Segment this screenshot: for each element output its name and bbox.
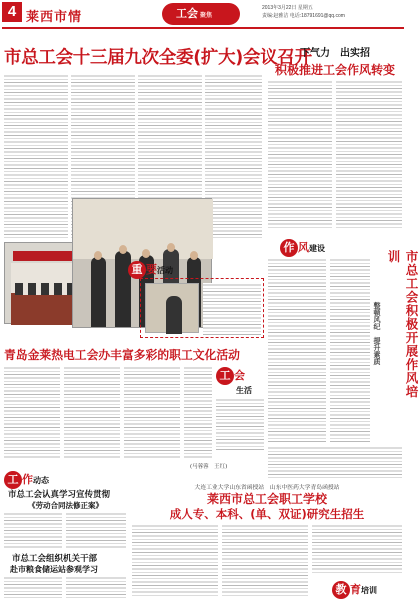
education-footer: [332, 578, 402, 599]
dongtai-item2-body-col1: [4, 576, 62, 598]
zuofeng-label-2: 建设: [309, 244, 325, 253]
dongtai-item1-body-col1: [4, 512, 62, 550]
lead-body-col1: [4, 74, 68, 240]
section-title: 莱西市情: [26, 10, 83, 25]
dongtai-item1-headline: 市总工会认真学习宣传贯彻: [8, 490, 111, 500]
zhongyao-photo-figure: [166, 296, 182, 334]
right-top-headline-1: 下气力 出实招: [300, 48, 370, 59]
dongtai-item2-body-col2: [66, 576, 126, 598]
zuofeng-body-col1: [268, 258, 326, 442]
zuofeng-label-1: 风: [298, 241, 309, 254]
education-top-line: 大连工业大学山东省函授站 山东中医药大学青岛函授站: [194, 485, 340, 491]
zuofeng-vertical-headline: 市总工会积极开展作风培训: [386, 250, 419, 399]
zhongyao-icon: 重: [128, 261, 146, 279]
story2-body-col3: [124, 366, 180, 458]
zhongyao-box-head: [128, 258, 218, 279]
dongtai-header: [4, 468, 124, 489]
dongtai-item1-body-col2: [66, 512, 126, 550]
story2-body-col2: [64, 366, 120, 458]
lead-body-col4: [205, 74, 262, 240]
education-headline-1: 莱西市总工会职工学校: [206, 492, 327, 506]
education-body-col1: [132, 524, 218, 598]
person-head: [119, 245, 127, 254]
logo-text: 工会: [176, 7, 198, 20]
zhongyao-label-1: 要: [146, 263, 157, 276]
zuofeng-vertical-sub: 整顿风纪 提升素质: [373, 302, 381, 365]
dongtai-icon: 工: [4, 471, 22, 489]
zhongyao-photo: [145, 283, 199, 333]
zhongyao-box: [140, 278, 264, 338]
right-mid-body: [268, 446, 402, 480]
dongtai-item2-sub: 赴市粮食储运站参观学习: [10, 565, 98, 574]
gonghui-header: [216, 364, 276, 396]
education-headline-2: 成人专、本科、(单、双证)研究生招生: [169, 507, 365, 521]
education-icon: 教: [332, 581, 350, 599]
story2-headline: 青岛金莱热电工会办丰富多彩的职工文化活动: [4, 348, 240, 362]
logo-sub: 聚焦: [200, 12, 213, 19]
story2-body-col1: [4, 366, 60, 458]
dongtai-label-1: 作: [22, 473, 33, 486]
gonghui-label-1: 会: [234, 369, 245, 382]
story2-author: (马蓉蓉 王红): [190, 464, 228, 470]
dongtai-item2-headline: 市总工会组织机关干部: [12, 554, 98, 564]
person-figure: [91, 257, 106, 327]
zuofeng-icon: 作: [280, 239, 298, 257]
newspaper-logo: [162, 3, 240, 25]
dongtai-label-2: 动态: [33, 476, 49, 485]
education-label-2: 培训: [361, 586, 377, 595]
zuofeng-body-col2: [330, 258, 370, 442]
page-number: 4: [2, 2, 22, 22]
masthead-rule: [2, 27, 404, 29]
right-top-headline-2: 积极推进工会作风转变: [274, 63, 395, 77]
date-line: 2013年3月22日 星期五: [262, 5, 313, 11]
right-top-headline: [268, 44, 402, 78]
right-top-body-col1: [268, 80, 332, 228]
gonghui-body: [216, 398, 264, 450]
zhongyao-label-2: 活动: [157, 266, 173, 275]
dongtai-item1-sub: 《劳动合同法修正案》: [28, 501, 103, 510]
education-body-col2: [222, 524, 308, 598]
zhongyao-caption-text: [203, 283, 261, 335]
right-top-body-col2: [336, 80, 402, 228]
education-body-col3: [312, 524, 402, 574]
lead-headline: 市总工会十三届九次全委(扩大)会议召开: [4, 48, 312, 68]
gonghui-icon: 工: [216, 367, 234, 385]
gonghui-label-2: 生活: [236, 386, 252, 395]
person-head: [167, 243, 175, 252]
person-head: [94, 251, 102, 260]
zuofeng-header: [280, 236, 400, 257]
story2-body-col4: [184, 366, 212, 458]
education-label-1: 育: [350, 583, 361, 596]
person-head: [142, 249, 150, 258]
editor-line: 责编:赵雅洁 电话:18791691@qq.com: [262, 13, 345, 19]
masthead-meta: [262, 4, 402, 20]
